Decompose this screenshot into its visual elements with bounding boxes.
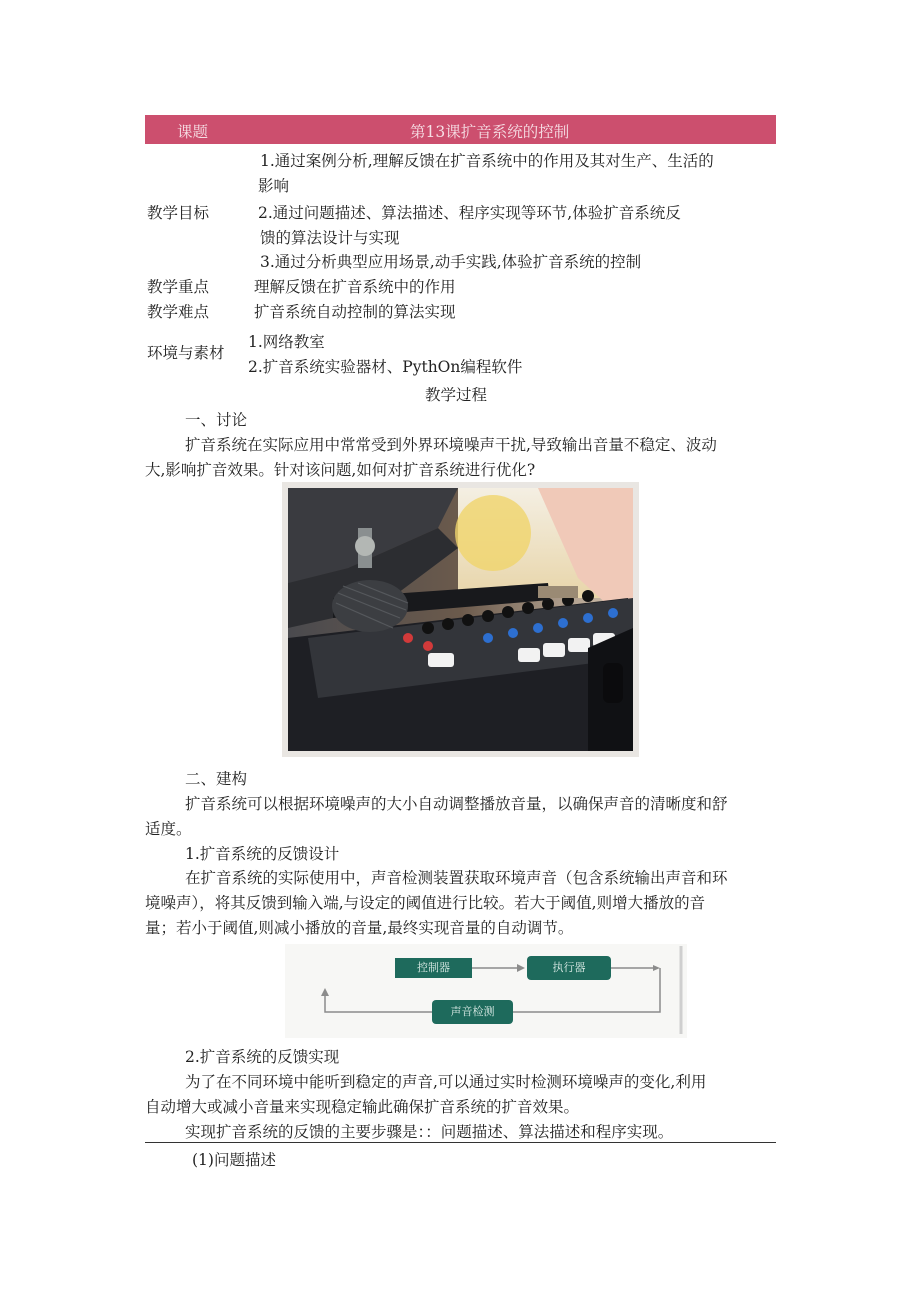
key-point-text: 理解反馈在扩音系统中的作用 — [254, 278, 456, 296]
objective-line-5: 3.通过分析典型应用场景,动手实践,体验扩音系统的控制 — [260, 253, 642, 271]
section2-intro-line-2: 适度。 — [145, 820, 192, 838]
section2-intro-line-1: 扩音系统可以根据环境噪声的大小自动调整播放音量，以确保声音的清晰度和舒 — [185, 795, 728, 813]
sub1-paragraph-line-3: 量；若小于阈值,则减小播放的音量,最终实现音量的自动调节。 — [145, 919, 574, 937]
sub1-heading: 1.扩音系统的反馈设计 — [185, 845, 340, 863]
problem-description-item: (1)问题描述 — [192, 1151, 276, 1169]
section1-paragraph-line-2: 大,影响扩音效果。针对该问题,如何对扩音系统进行优化? — [145, 461, 536, 479]
section2-heading: 二、建构 — [185, 770, 248, 788]
section1-paragraph-line-1: 扩音系统在实际应用中常常受到外界环境噪声干扰,导致输出音量不稳定、波动 — [185, 436, 717, 454]
lesson-title: 第13课扩音系统的控制 — [410, 123, 570, 141]
steps-line: 实现扩音系统的反馈的主要步骤是：：问题描述、算法描述和程序实现。 — [185, 1123, 674, 1141]
divider-line — [145, 1142, 776, 1143]
sensor-box: 声音检测 — [432, 1000, 513, 1024]
key-point-label: 教学重点 — [147, 278, 210, 296]
difficulty-text: 扩音系统自动控制的算法实现 — [254, 303, 456, 321]
mixer-microphone-photo — [282, 482, 639, 757]
sub2-paragraph-line-2: 自动增大或减小音量来实现稳定输此确保扩音系统的扩音效果。 — [145, 1098, 580, 1116]
sub1-paragraph-line-2: 境噪声），将其反馈到输入端,与设定的阈值进行比较。若大于阈值,则增大播放的音 — [145, 894, 706, 912]
process-title: 教学过程 — [425, 386, 488, 404]
sub2-paragraph-line-1: 为了在不同环境中能听到稳定的声音,可以通过实时检测环境噪声的变化,利用 — [185, 1073, 707, 1091]
objective-line-4: 馈的算法设计与实现 — [260, 229, 400, 247]
objective-line-3: 2.通过问题描述、算法描述、程序实现等环节,体验扩音系统反 — [258, 204, 681, 222]
actuator-box: 执行器 — [527, 956, 611, 980]
environment-item-1: 1.网络教室 — [248, 333, 325, 351]
environment-label: 环境与素材 — [147, 344, 225, 362]
feedback-diagram — [285, 944, 687, 1038]
sub2-heading: 2.扩音系统的反馈实现 — [185, 1048, 340, 1066]
objectives-label: 教学目标 — [147, 204, 210, 222]
lesson-header-bar — [145, 115, 776, 144]
section1-heading: 一、讨论 — [185, 411, 248, 429]
objective-line-2: 影响 — [258, 177, 290, 195]
lesson-label: 课题 — [177, 123, 209, 141]
difficulty-label: 教学难点 — [147, 303, 210, 321]
environment-item-2: 2.扩音系统实验器材、PythOn编程软件 — [248, 358, 523, 376]
objective-line-1: 1.通过案例分析,理解反馈在扩音系统中的作用及其对生产、生活的 — [260, 152, 714, 170]
sub1-paragraph-line-1: 在扩音系统的实际使用中，声音检测装置获取环境声音（包含系统输出声音和环 — [185, 869, 728, 887]
controller-box: 控制器 — [395, 958, 472, 978]
